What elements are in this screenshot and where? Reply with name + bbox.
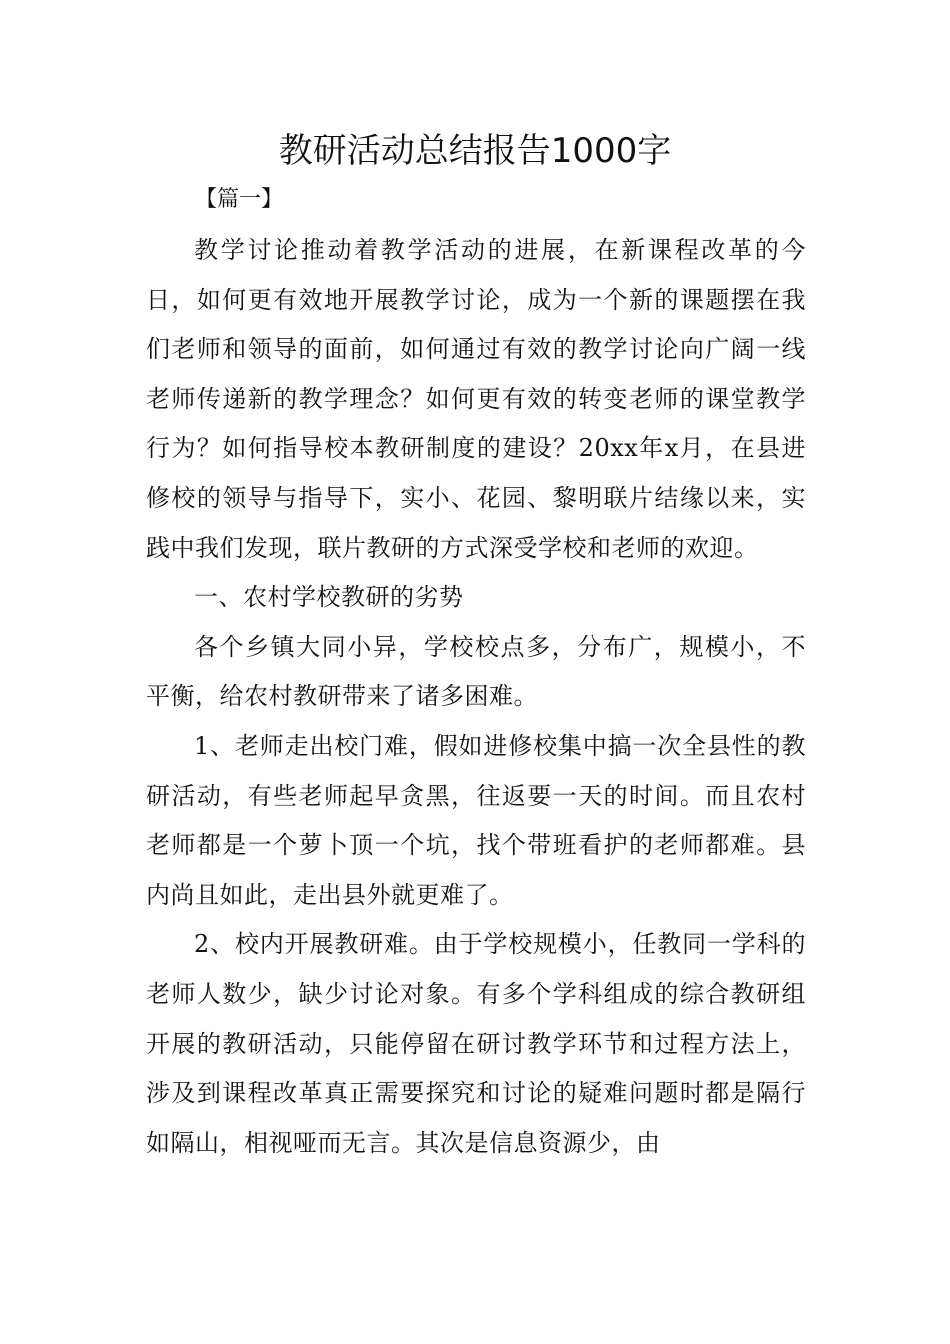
paragraph-heading-1: 一、农村学校教研的劣势	[194, 583, 464, 612]
paragraph-point-1: 1、老师走出校门难，假如进修校集中搞一次全县性的教研活动，有些老师起早贪黑，往返要一天的时间。而且农村老师都是一个萝卜顶一个坑，找个带班看护的老师都难。县内尚且如此，走出县外就更难了。	[146, 731, 806, 909]
paragraph-intro: 教学讨论推动着教学活动的进展，在新课程改革的今日，如何更有效地开展教学讨论，成为一个新的课题摆在我们老师和领导的面前，如何通过有效的教学讨论向广阔一线老师传递新的教学理念？如何更有效的转变老师的课堂教学行为？如何指导校本教研制度的建设？20xx年x月，在县进修校的领导与指导下，实小、花园、黎明联片结缘以来，实践中我们发现，联片教研的方式深受学校和老师的欢迎。	[146, 236, 806, 562]
section-tag: 【篇一】	[195, 187, 284, 212]
paragraph-point-2: 2、校内开展教研难。由于学校规模小，任教同一学科的老师人数少，缺少讨论对象。有多个学科组成的综合教研组开展的教研活动，只能停留在研讨教学环节和过程方法上，涉及到课程改革真正需要探究和讨论的疑难问题时都是隔行如隔山，相视哑而无言。其次是信息资源少，由	[146, 930, 806, 1157]
paragraph-overview: 各个乡镇大同小异，学校校点多，分布广，规模小，不平衡，给农村教研带来了诸多困难。	[146, 632, 806, 711]
document-body	[146, 226, 806, 1168]
document-title: 教研活动总结报告1000字	[278, 131, 672, 171]
